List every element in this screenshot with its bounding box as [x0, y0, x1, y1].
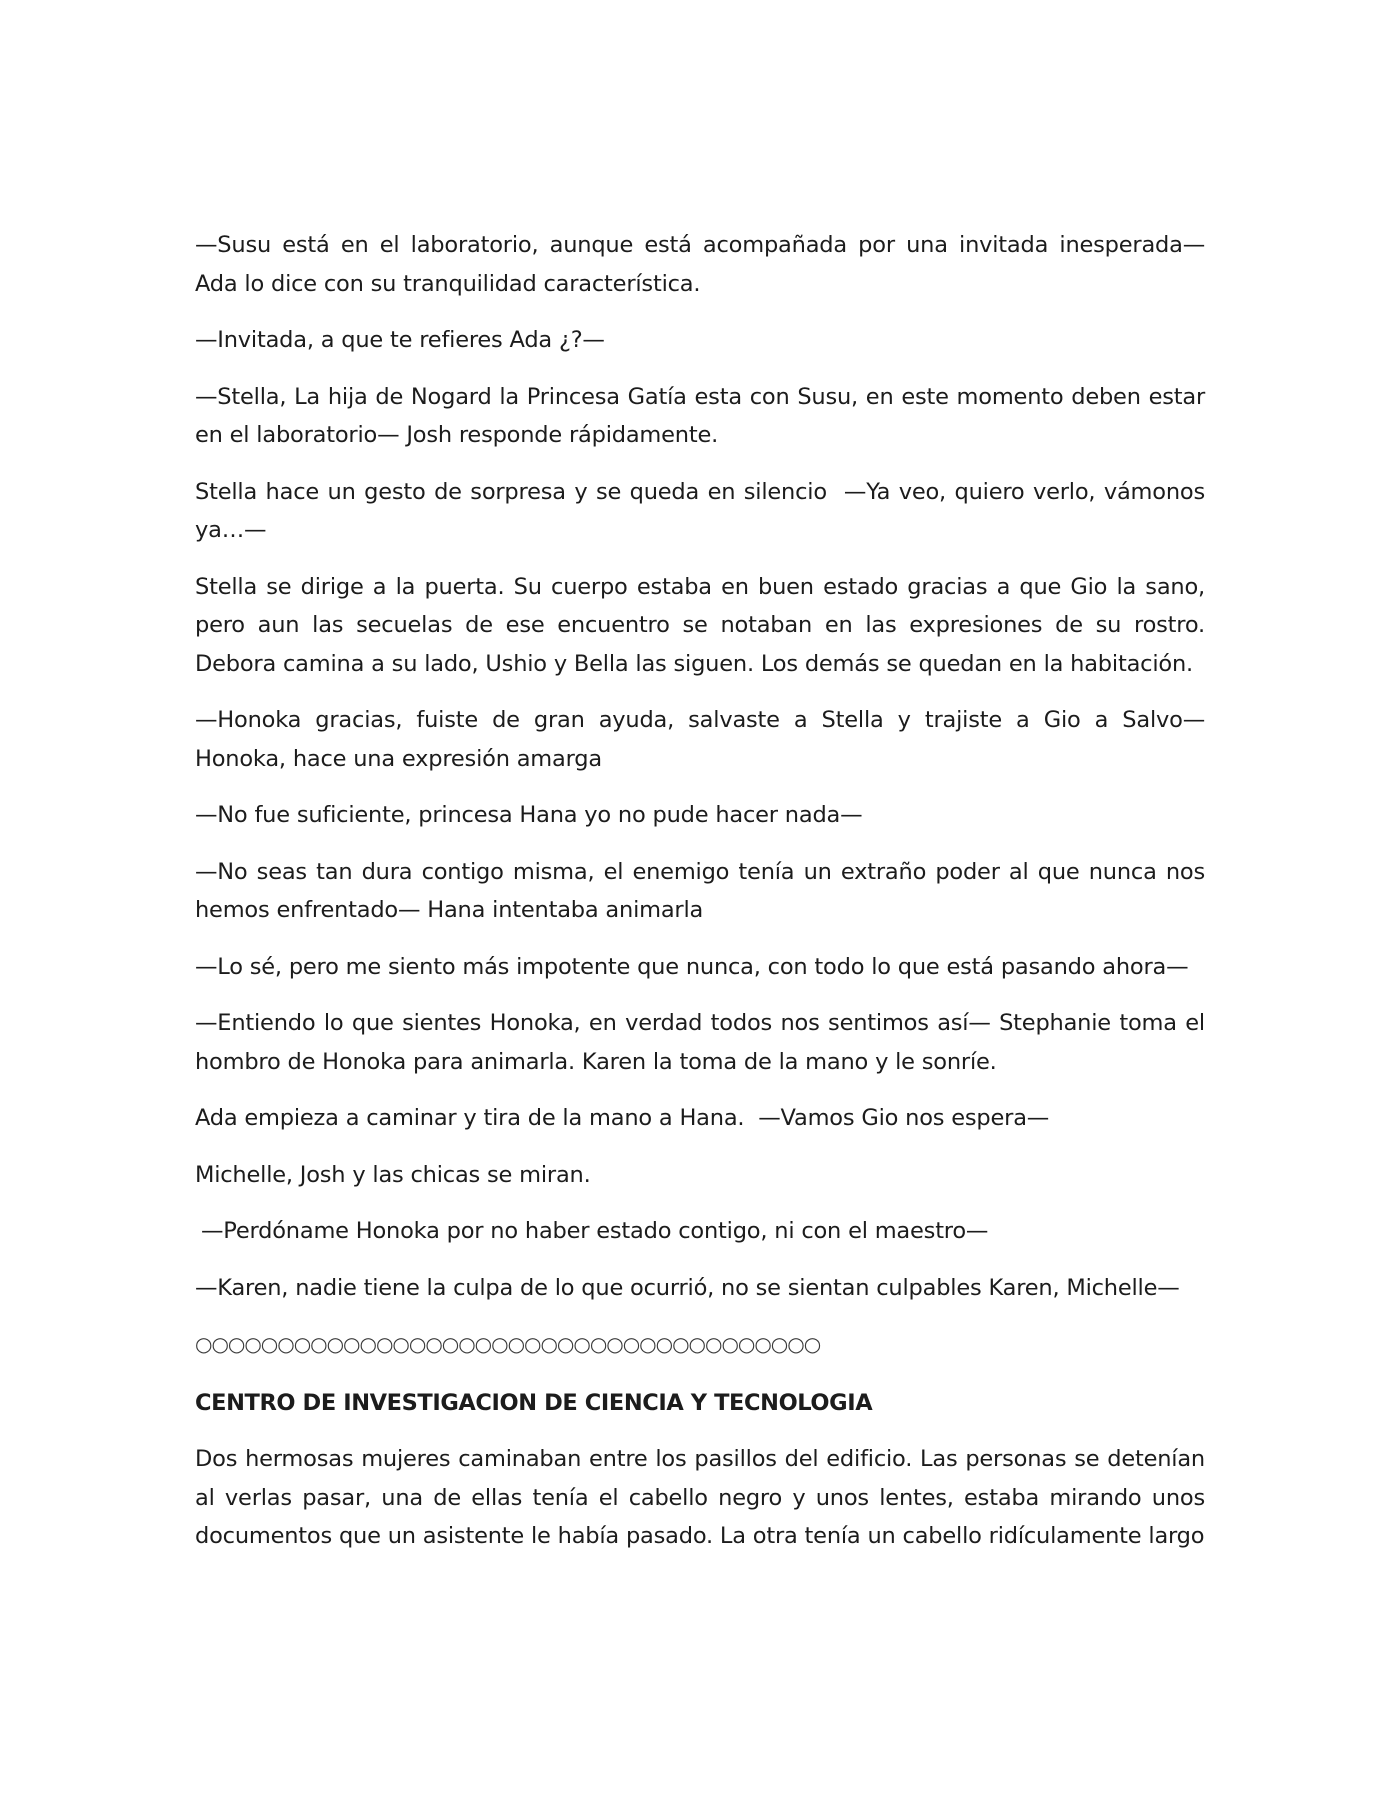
- paragraph: Stella hace un gesto de sorpresa y se queda en silencio —Ya veo, quiero verlo, vámonos ya…—: [195, 478, 1212, 543]
- paragraph: —Perdóname Honoka por no haber estado contigo, ni con el maestro—: [201, 1218, 989, 1244]
- paragraph: —No seas tan dura contigo misma, el enemigo tenía un extraño poder al que nunca nos hemos enfrentado— Hana intentaba animarla: [195, 858, 1212, 923]
- paragraph: —No fue suficiente, princesa Hana yo no pude hacer nada—: [195, 802, 863, 828]
- paragraph: —Stella, La hija de Nogard la Princesa Gatía esta con Susu, en este momento deben estar en el laboratorio— Josh responde rápidamente.: [195, 383, 1212, 448]
- section-heading: CENTRO DE INVESTIGACION DE CIENCIA Y TECNOLOGIA: [195, 1389, 873, 1416]
- paragraph: —Susu está en el laboratorio, aunque está acompañada por una invitada inesperada— Ada lo dice con su tranquilidad característica.: [195, 232, 1212, 297]
- section-separator: ○○○○○○○○○○○○○○○○○○○○○○○○○○○○○○○○○○○○○○: [195, 1332, 821, 1356]
- paragraph: Dos hermosas mujeres caminaban entre los pasillos del edificio. Las personas se detenían al verlas pasar, una de ellas tenía el cabello negro y unos lentes, estaba mirando unos documentos que un asistente le había pasado. La otra tenía un cabello ridículamente largo: [195, 1446, 1212, 1549]
- paragraph: —Invitada, a que te refieres Ada ¿?—: [195, 327, 605, 353]
- document-body: [195, 226, 1219, 1574]
- paragraph: Ada empieza a caminar y tira de la mano a Hana. —Vamos Gio nos espera—: [195, 1105, 1050, 1131]
- paragraph: —Honoka gracias, fuiste de gran ayuda, salvaste a Stella y trajiste a Gio a Salvo— Honoka, hace una expresión amarga: [195, 707, 1219, 772]
- paragraph: —Karen, nadie tiene la culpa de lo que ocurrió, no se sientan culpables Karen, Michelle—: [195, 1274, 1180, 1301]
- paragraph: —Entiendo lo que sientes Honoka, en verdad todos nos sentimos así— Stephanie toma el hombro de Honoka para animarla. Karen la toma de la mano y le sonríe.: [195, 1010, 1212, 1075]
- paragraph: Stella se dirige a la puerta. Su cuerpo estaba en buen estado gracias a que Gio la sano, pero aun las secuelas de ese encuentro se notaban en las expresiones de su rostro. Debora camina a su lado, Ushio y Bella las siguen. Los demás se quedan en la habitación.: [195, 573, 1212, 677]
- paragraph: —Lo sé, pero me siento más impotente que nunca, con todo lo que está pasando ahora—: [195, 953, 1189, 980]
- paragraph: Michelle, Josh y las chicas se miran.: [195, 1161, 591, 1188]
